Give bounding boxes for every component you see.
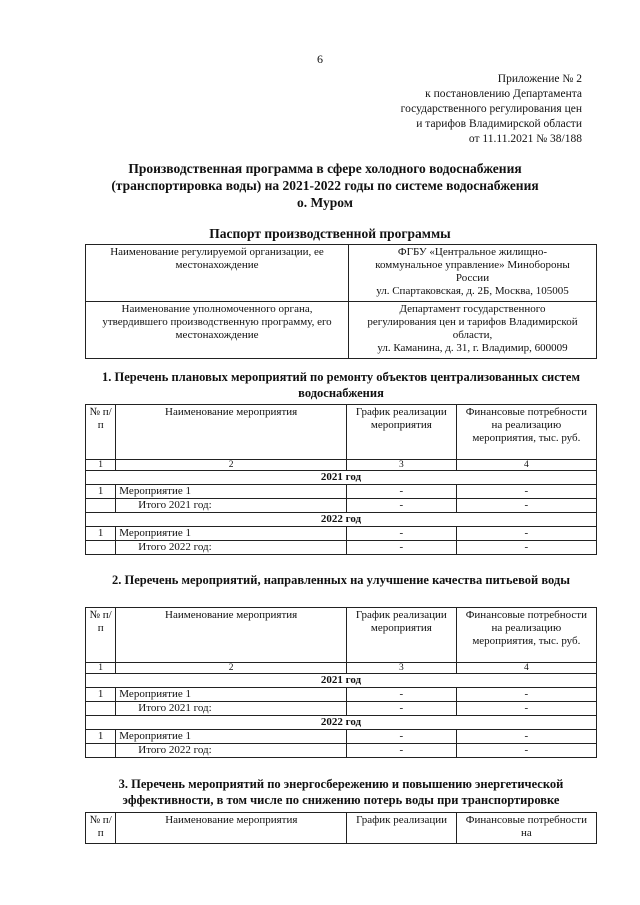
header-name: Наименование мероприятия — [116, 608, 347, 663]
row-schedule: - — [346, 485, 456, 499]
appendix-line: государственного регулирования цен — [400, 103, 582, 115]
main-title-line: Производственная программа в сфере холодного водоснабжения — [128, 161, 522, 176]
section-3-title: 3. Перечень мероприятий по энергосбережению и повышению энергетической эффективности, в том числе по снижению потерь воды при транспортировке — [118, 777, 564, 807]
passport-value-line: Департамент государственного — [399, 303, 546, 315]
row-schedule: - — [346, 730, 456, 744]
passport-value-line: коммунальное управление» Минобороны — [375, 259, 570, 271]
header-finance: Финансовые потребности на реализацию мероприятия, тыс. руб. — [456, 608, 596, 663]
appendix-line: от 11.11.2021 № 38/188 — [468, 133, 582, 145]
passport-title: Паспорт производственной программы — [209, 226, 451, 241]
passport-value — [349, 245, 597, 302]
section-1-title: 1. Перечень плановых мероприятий по ремонту объектов централизованных систем водоснабжения — [102, 370, 580, 400]
total-row — [86, 499, 597, 513]
passport-value — [349, 302, 597, 359]
passport-value-line: России — [455, 272, 490, 284]
total-schedule: - — [346, 744, 456, 758]
row-number: 1 — [86, 688, 116, 702]
row-number: 1 — [86, 527, 116, 541]
header-schedule: График реализации — [347, 813, 456, 844]
row-number — [86, 499, 116, 513]
main-title — [90, 160, 560, 211]
table-header-row — [86, 813, 597, 844]
row-schedule: - — [346, 527, 456, 541]
column-number: 1 — [86, 460, 116, 471]
passport-value-line: ул. Спартаковская, д. 2Б, Москва, 105005 — [376, 285, 569, 297]
header-name: Наименование мероприятия — [116, 813, 347, 844]
main-title-line: (транспортировка воды) на 2021-2022 годы по системе водоснабжения — [111, 178, 539, 193]
passport-row — [86, 302, 597, 359]
year-label: 2021 год — [86, 471, 597, 485]
passport-table — [85, 244, 597, 359]
table-row — [86, 527, 597, 541]
year-label: 2021 год — [86, 674, 597, 688]
column-number: 2 — [116, 663, 347, 674]
total-row — [86, 702, 597, 716]
total-schedule: - — [346, 499, 456, 513]
table-header-row — [86, 405, 597, 460]
year-label: 2022 год — [86, 513, 597, 527]
row-number: 1 — [86, 485, 116, 499]
section-1-table — [85, 404, 597, 555]
year-row — [86, 513, 597, 527]
year-row — [86, 471, 597, 485]
total-finance: - — [456, 702, 596, 716]
passport-row — [86, 245, 597, 302]
row-number: 1 — [86, 730, 116, 744]
row-schedule: - — [346, 688, 456, 702]
year-row — [86, 716, 597, 730]
appendix-line: к постановлению Департамента — [425, 88, 582, 100]
page-number: 6 — [317, 52, 323, 66]
row-name: Мероприятие 1 — [116, 527, 347, 541]
total-finance: - — [456, 499, 596, 513]
column-numbers-row — [86, 460, 597, 471]
total-schedule: - — [346, 702, 456, 716]
column-number: 1 — [86, 663, 116, 674]
column-numbers-row — [86, 663, 597, 674]
row-finance: - — [456, 527, 596, 541]
passport-value-line: области, — [452, 329, 493, 341]
header-schedule: График реализации мероприятия — [346, 405, 456, 460]
header-number: № п/п — [86, 608, 116, 663]
passport-label: Наименование регулируемой организации, ее местонахождение — [86, 245, 349, 302]
row-finance: - — [456, 730, 596, 744]
appendix-block — [302, 72, 582, 147]
column-number: 4 — [456, 460, 596, 471]
column-number: 2 — [116, 460, 347, 471]
main-title-line: о. Муром — [296, 195, 353, 210]
row-finance: - — [456, 485, 596, 499]
row-number — [86, 541, 116, 555]
total-finance: - — [456, 744, 596, 758]
table-row — [86, 730, 597, 744]
header-schedule: График реализации мероприятия — [346, 608, 456, 663]
passport-value-line: регулирования цен и тарифов Владимирской — [367, 316, 578, 328]
total-label: Итого 2021 год: — [116, 702, 347, 716]
passport-label: Наименование уполномоченного органа, утвердившего производственную программу, его местонахождение — [86, 302, 349, 359]
total-label: Итого 2022 год: — [116, 744, 347, 758]
header-name: Наименование мероприятия — [116, 405, 347, 460]
total-row — [86, 744, 597, 758]
year-label: 2022 год — [86, 716, 597, 730]
total-schedule: - — [346, 541, 456, 555]
row-number — [86, 702, 116, 716]
row-number — [86, 744, 116, 758]
header-finance: Финансовые потребности на реализацию мероприятия, тыс. руб. — [456, 405, 596, 460]
table-header-row — [86, 608, 597, 663]
row-name: Мероприятие 1 — [116, 485, 347, 499]
year-row — [86, 674, 597, 688]
passport-value-line: ФГБУ «Центральное жилищно- — [397, 246, 548, 258]
header-finance: Финансовые потребности на — [456, 813, 596, 844]
passport-value-line: ул. Каманина, д. 31, г. Владимир, 600009 — [377, 342, 568, 354]
header-number: № п/п — [86, 813, 116, 844]
section-3-table — [85, 812, 597, 844]
column-number: 4 — [456, 663, 596, 674]
section-2-table — [85, 607, 597, 758]
column-number: 3 — [346, 663, 456, 674]
table-row — [86, 688, 597, 702]
table-row — [86, 485, 597, 499]
column-number: 3 — [346, 460, 456, 471]
appendix-line: Приложение № 2 — [497, 73, 582, 85]
total-label: Итого 2022 год: — [116, 541, 347, 555]
row-name: Мероприятие 1 — [116, 730, 347, 744]
total-row — [86, 541, 597, 555]
row-name: Мероприятие 1 — [116, 688, 347, 702]
total-label: Итого 2021 год: — [116, 499, 347, 513]
header-number: № п/п — [86, 405, 116, 460]
section-2-title: 2. Перечень мероприятий, направленных на улучшение качества питьевой воды — [112, 573, 570, 587]
total-finance: - — [456, 541, 596, 555]
row-finance: - — [456, 688, 596, 702]
appendix-line: и тарифов Владимирской области — [416, 118, 582, 130]
